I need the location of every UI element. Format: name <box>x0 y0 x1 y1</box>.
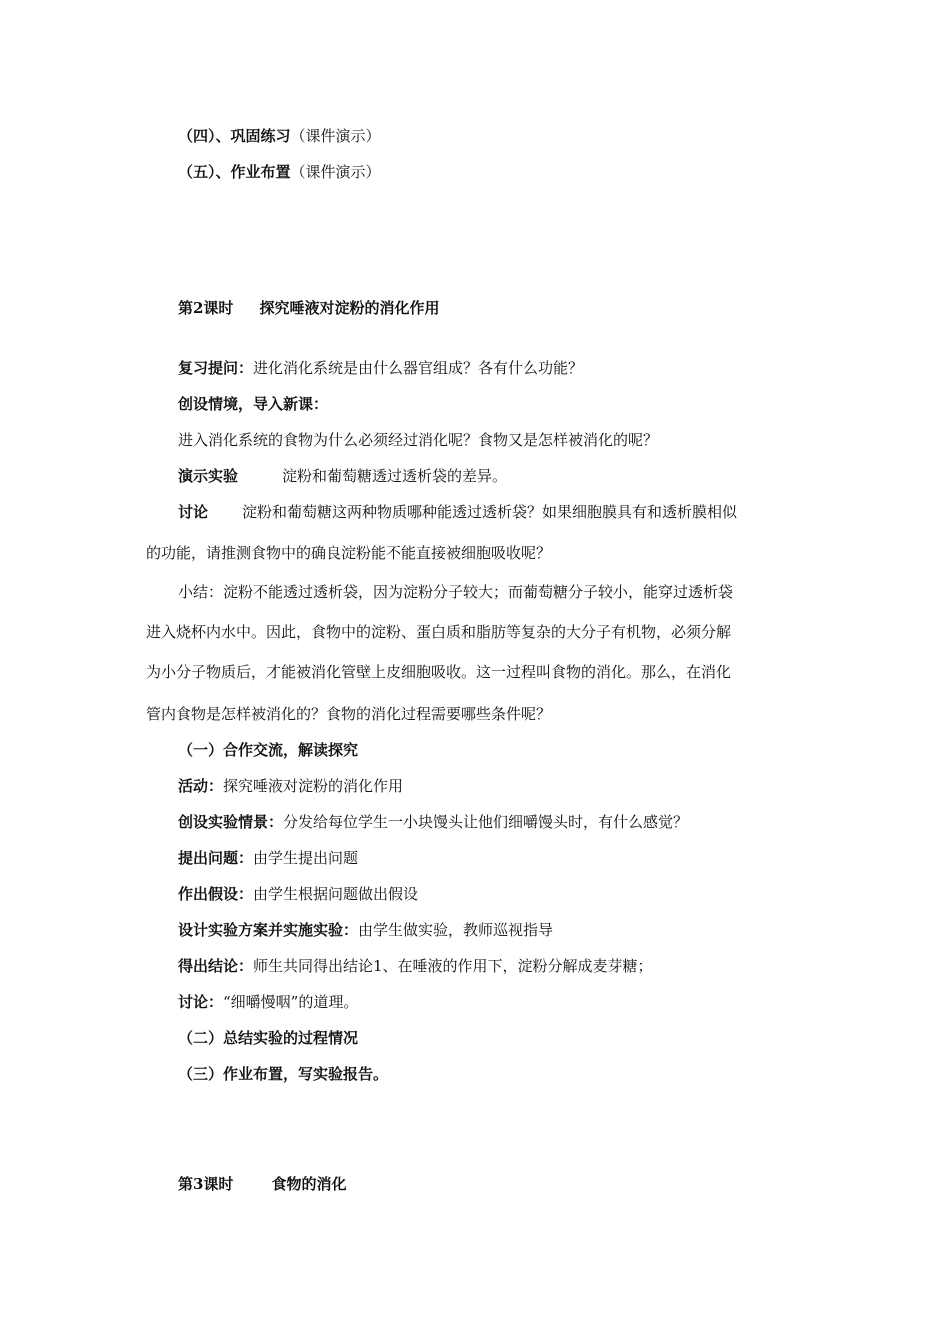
item4-note: （课件演示） <box>290 127 381 145</box>
lesson3-number: 第3课时 <box>178 1175 234 1193</box>
discussion2-line <box>178 992 358 1012</box>
item4-line <box>178 126 381 146</box>
scenario-text: 分发给每位学生一小块馒头让他们细嚼馒头时，有什么感觉？ <box>283 813 689 831</box>
conclusion-line <box>178 956 653 976</box>
hypothesis-text: 由学生根据问题做出假设 <box>253 885 419 903</box>
intro-question: 进入消化系统的食物为什么必须经过消化呢？食物又是怎样被消化的呢？ <box>178 431 659 449</box>
discussion2-text: “细嚼慢咽”的道理。 <box>223 993 359 1011</box>
summary-line4: 管内食物是怎样被消化的？食物的消化过程需要哪些条件呢？ <box>146 705 552 723</box>
scenario-line <box>178 812 688 832</box>
activity-line <box>178 776 403 796</box>
item5-line <box>178 162 381 182</box>
lesson2-title: 探究唾液对淀粉的消化作用 <box>259 299 440 317</box>
discuss-line1 <box>178 502 737 522</box>
conclusion-label: 得出结论： <box>178 957 254 975</box>
design-line <box>178 920 553 940</box>
hypothesis-label: 作出假设： <box>178 885 254 903</box>
question-line <box>178 848 358 868</box>
item5-label: （五）、作业布置 <box>178 163 291 181</box>
review-label: 复习提问： <box>178 359 254 377</box>
review-line <box>178 358 583 378</box>
lesson2-heading <box>178 298 439 318</box>
discussion2-label: 讨论： <box>178 993 224 1011</box>
part1-heading: （一）合作交流，解读探究 <box>178 741 359 759</box>
item4-label: （四）、巩固练习 <box>178 127 291 145</box>
activity-label: 活动： <box>178 777 224 795</box>
part2-heading: （二）总结实验的过程情况 <box>178 1029 359 1047</box>
conclusion-text: 师生共同得出结论1、在唾液的作用下，淀粉分解成麦芽糖； <box>253 957 653 975</box>
design-text: 由学生做实验，教师巡视指导 <box>358 921 554 939</box>
question-text: 由学生提出问题 <box>253 849 359 867</box>
demo-line <box>178 466 507 486</box>
demo-label: 演示实验 <box>178 467 239 485</box>
activity-text: 探究唾液对淀粉的消化作用 <box>223 777 404 795</box>
discuss-label: 讨论 <box>178 503 209 521</box>
question-label: 提出问题： <box>178 849 254 867</box>
intro-label: 创设情境，导入新课： <box>178 395 329 413</box>
hypothesis-line <box>178 884 418 904</box>
summary-line3: 为小分子物质后，才能被消化管壁上皮细胞吸收。这一过程叫食物的消化。那么，在消化 <box>146 663 732 681</box>
scenario-label: 创设实验情景： <box>178 813 284 831</box>
discuss-text1: 淀粉和葡萄糖这两种物质哪种能透过透析袋？如果细胞膜具有和透析膜相似 <box>242 503 738 521</box>
item5-note: （课件演示） <box>290 163 381 181</box>
summary-line1: 小结：淀粉不能透过透析袋，因为淀粉分子较大；而葡萄糖分子较小，能穿过透析袋 <box>178 583 734 601</box>
review-text: 进化消化系统是由什么器官组成？各有什么功能？ <box>253 359 584 377</box>
lesson3-title: 食物的消化 <box>271 1175 347 1193</box>
part3-heading: （三）作业布置，写实验报告。 <box>178 1065 389 1083</box>
design-label: 设计实验方案并实施实验： <box>178 921 359 939</box>
lesson3-heading <box>178 1174 346 1194</box>
lesson2-number: 第2课时 <box>178 299 234 317</box>
discuss-line2: 的功能，请推测食物中的确良淀粉能不能直接被细胞吸收呢？ <box>146 544 552 562</box>
demo-text: 淀粉和葡萄糖透过透析袋的差异。 <box>282 467 508 485</box>
summary-line2: 进入烧杯内水中。因此，食物中的淀粉、蛋白质和脂肪等复杂的大分子有机物，必须分解 <box>146 623 732 641</box>
